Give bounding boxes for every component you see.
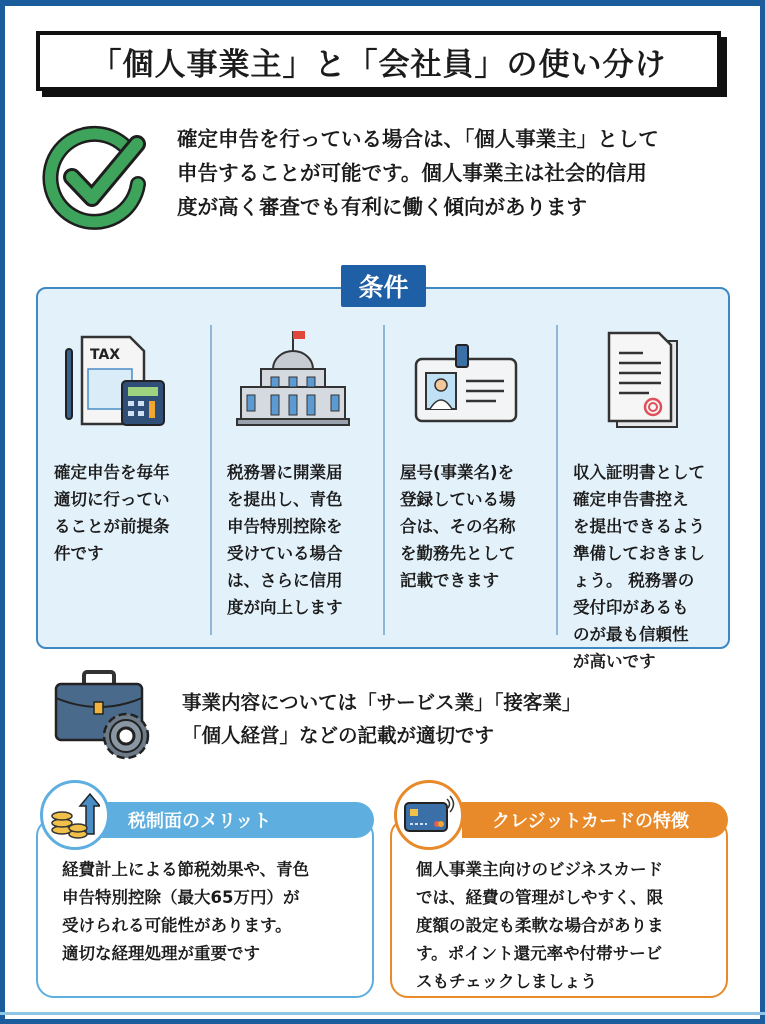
condition-item <box>38 319 210 639</box>
business-text: 事業内容については「サービス業」「接客業」 「個人経営」などの記載が適切です <box>182 691 582 747</box>
tax-label: TAX <box>90 347 121 363</box>
tax-calculator-icon <box>60 329 180 429</box>
condition-text: 収入証明書として 確定申告書控え を提出できるよう 準備しておきまし ょう。 税務署の 受付印があるも のが最も信頼性 が高いです <box>573 463 705 671</box>
condition-text: 確定申告を毎年 適切に行ってい ることが前提条 件です <box>54 463 170 563</box>
conditions-badge: 条件 <box>341 265 426 307</box>
intro-line: 度が高く審査でも有利に働く傾向があります <box>177 195 587 219</box>
conditions-panel <box>36 287 730 671</box>
card-title: 税制面のメリット <box>98 802 374 838</box>
id-card-icon <box>406 329 526 429</box>
credit-card-feature-card <box>390 811 728 998</box>
card-title: クレジットカードの特徴 <box>462 802 728 838</box>
card-body: 個人事業主向けのビジネスカード では、経費の管理がしやすく、限 度額の設定も柔軟な場合がありま す。ポイント還元率や付帯サービ スもチェックしましょう <box>416 860 664 991</box>
intro-text <box>177 122 737 224</box>
coins-arrow-icon <box>40 780 110 850</box>
check-circle-icon <box>42 122 152 232</box>
card-body: 経費計上による節税効果や、青色 申告特別控除（最大65万円）が 受けられる可能性があります。 適切な経理処理が重要です <box>62 860 310 963</box>
condition-text: 税務署に開業届 を提出し、青色 申告特別控除を 受けている場合 は、さらに信用 度が向上します <box>227 463 343 617</box>
credit-card-icon <box>394 780 464 850</box>
bottom-divider <box>0 1012 765 1015</box>
briefcase-gear-icon <box>52 668 160 768</box>
condition-item <box>557 319 729 671</box>
condition-item <box>384 319 556 639</box>
intro-line: 申告することが可能です。個人事業主は社会的信用 <box>177 161 647 185</box>
tax-office-building-icon <box>233 329 353 429</box>
condition-text: 屋号(事業名)を 登録している場 合は、その名称 を勤務先として 記載できます <box>400 463 516 590</box>
intro-line: 確定申告を行っている場合は、「個人事業主」として <box>177 127 659 151</box>
tax-merit-card <box>36 811 374 998</box>
condition-item <box>211 319 383 639</box>
page-title: 「個人事業主」と「会社員」の使い分け <box>36 31 721 91</box>
certificate-document-icon <box>579 329 699 429</box>
